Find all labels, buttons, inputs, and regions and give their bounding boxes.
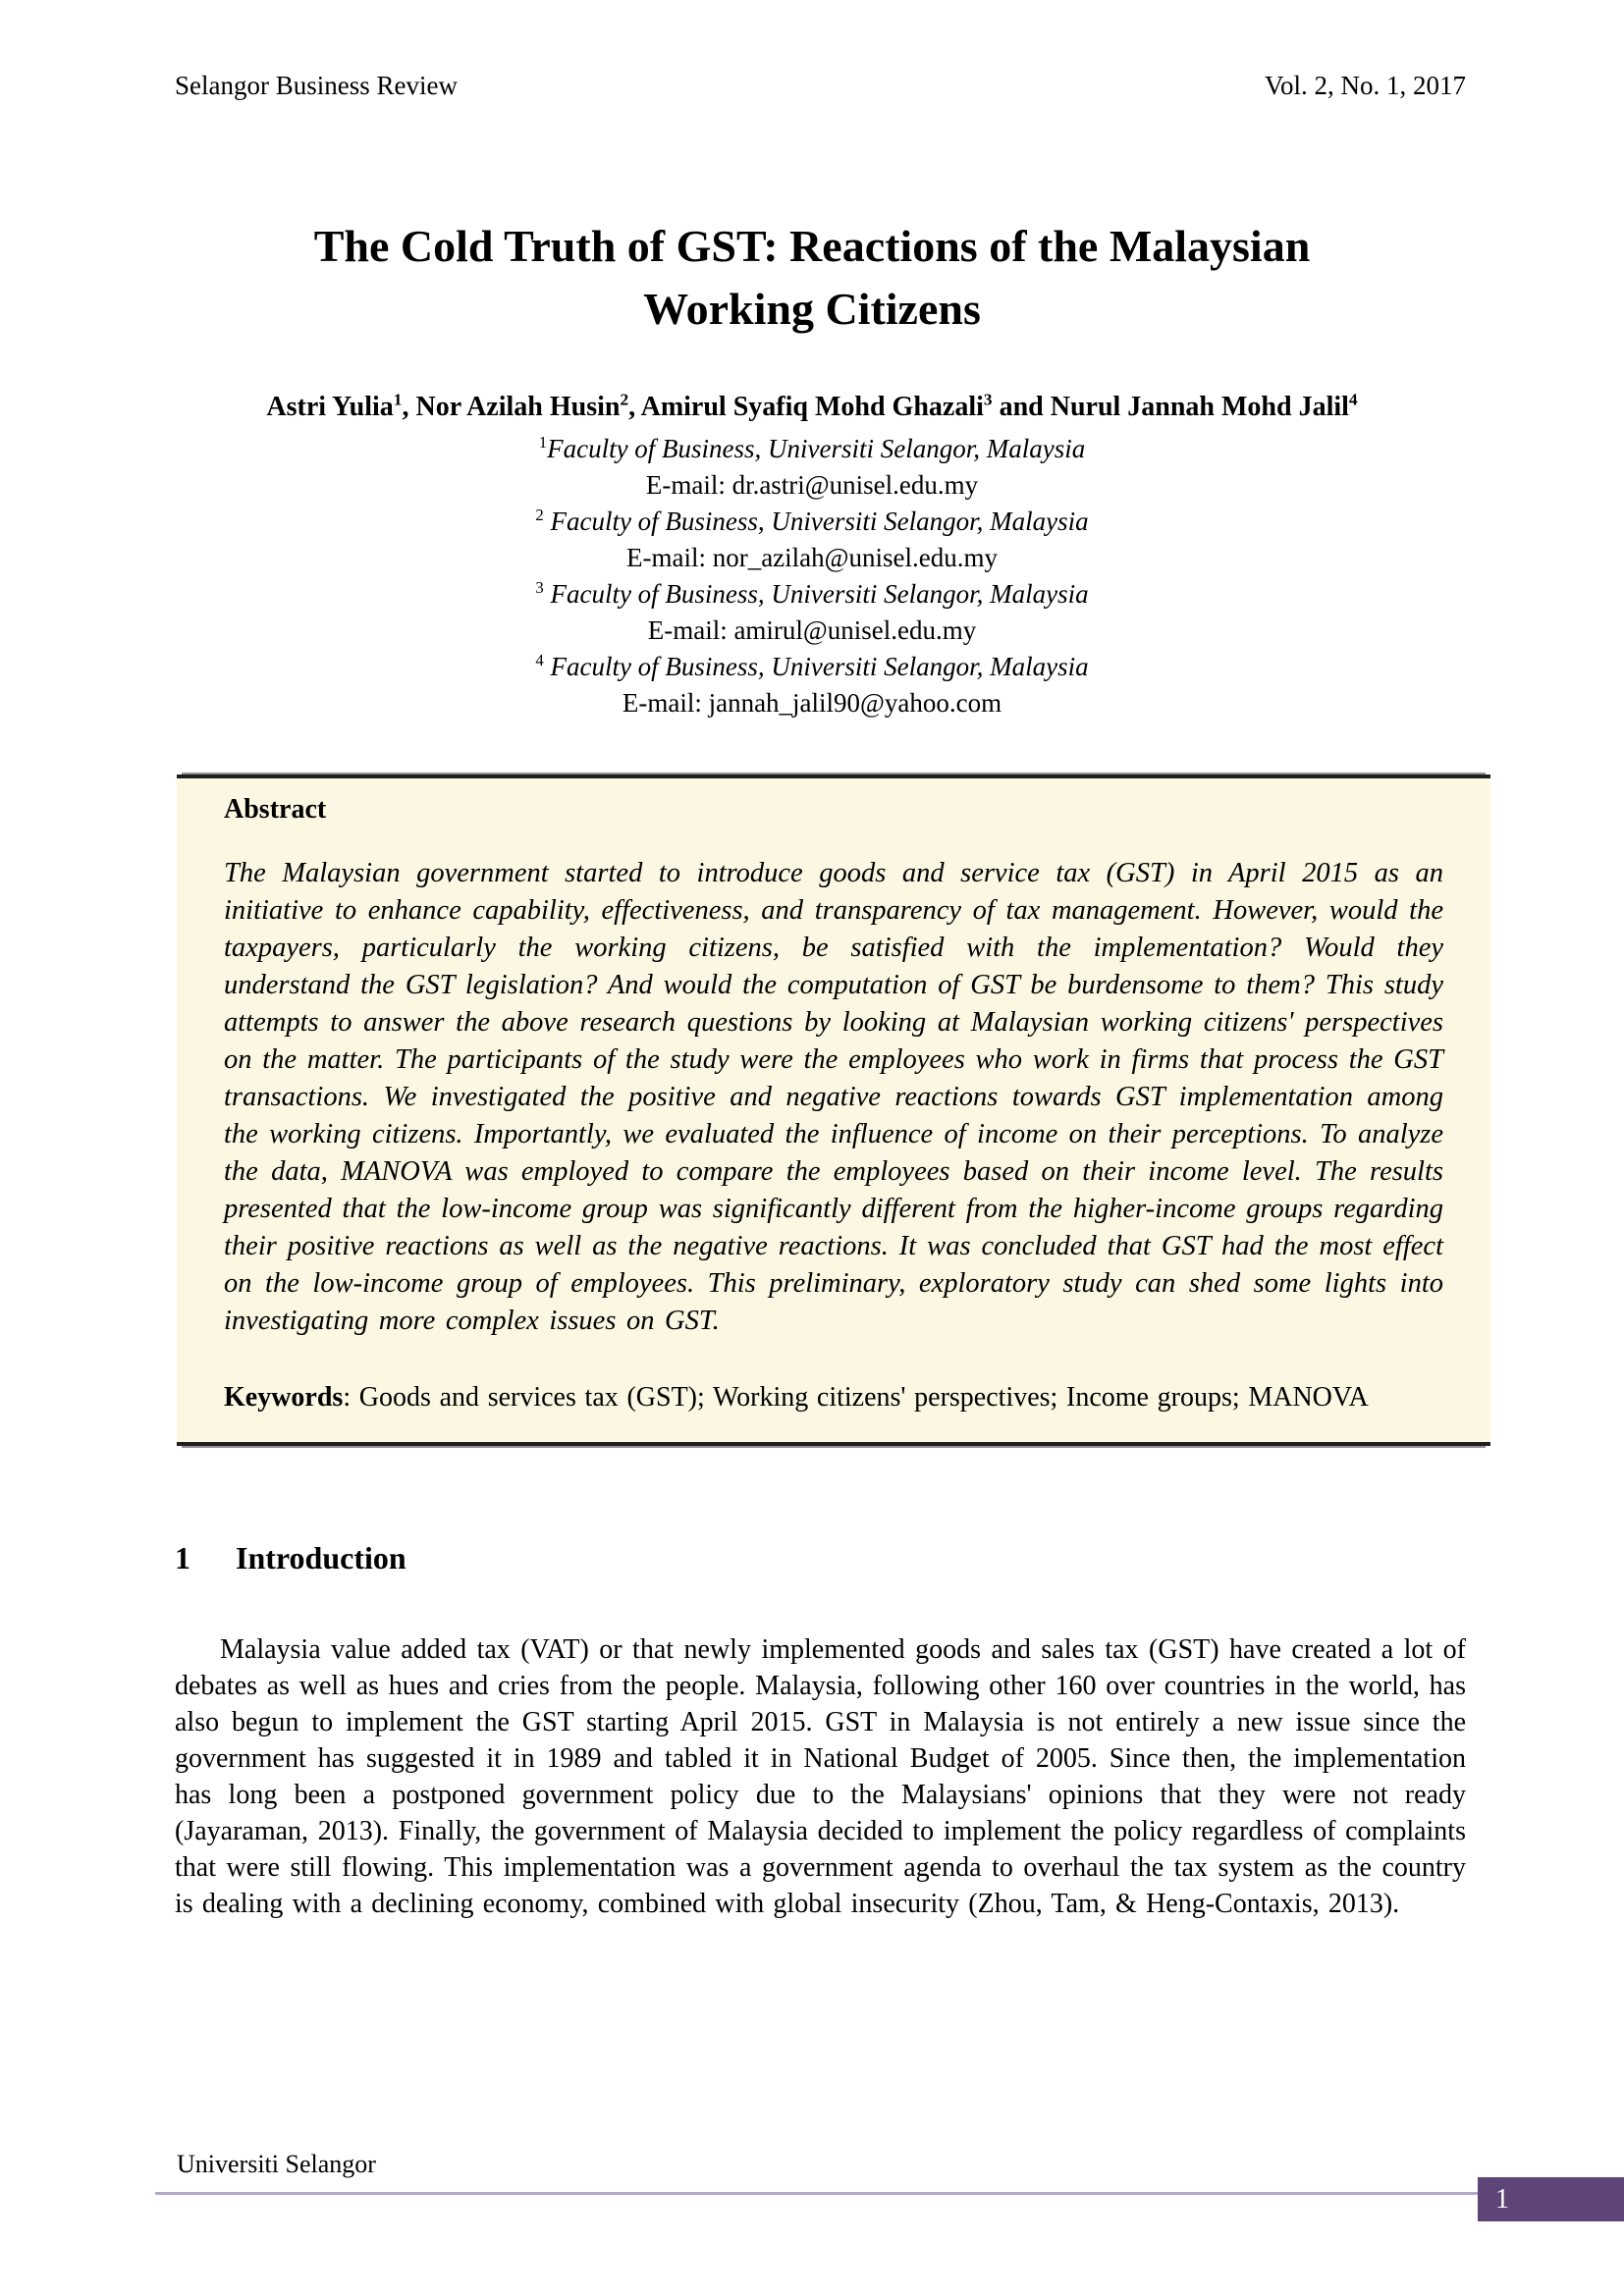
keywords-line xyxy=(224,1379,1443,1416)
keywords-label: Keywords xyxy=(224,1382,344,1413)
keywords-text: Goods and services tax (GST); Working citizens' perspectives; Income groups; MANOVA xyxy=(358,1382,1369,1413)
author-name-2: Nor Azilah Husin xyxy=(415,392,621,422)
affiliation-line-3 xyxy=(0,576,1624,613)
affiliation-sup-1: 1 xyxy=(538,433,548,452)
author-line xyxy=(0,392,1624,423)
email-line-3: E-mail: amirul@unisel.edu.my xyxy=(647,615,977,645)
paper-title: The Cold Truth of GST: Reactions of the Malaysian Working Citizens xyxy=(313,221,1311,334)
section-number: 1 xyxy=(175,1540,190,1575)
page-header xyxy=(175,0,1466,101)
author-sup-3: 3 xyxy=(983,390,993,409)
affiliation-sup-4: 4 xyxy=(535,651,544,669)
affiliation-line-1 xyxy=(0,431,1624,467)
affiliation-sup-3: 3 xyxy=(535,578,544,597)
author-separator: and xyxy=(992,392,1051,422)
author-sup-4: 4 xyxy=(1348,390,1358,409)
author-sup-1: 1 xyxy=(393,390,403,409)
footer-affiliation: Universiti Selangor xyxy=(177,2150,376,2178)
author-separator: , xyxy=(402,392,416,422)
author-sup-2: 2 xyxy=(620,390,629,409)
author-name-1: Astri Yulia xyxy=(266,392,394,422)
abstract-box xyxy=(177,774,1490,1446)
author-name-3: Amirul Syafiq Mohd Ghazali xyxy=(640,392,984,422)
email-line-1: E-mail: dr.astri@unisel.edu.my xyxy=(645,470,979,500)
issue-info: Vol. 2, No. 1, 2017 xyxy=(1264,71,1466,100)
affiliation-text-2: Faculty of Business, Universiti Selangor, Malaysia xyxy=(543,507,1089,536)
page-number: 1 xyxy=(1495,2183,1509,2215)
abstract-heading: Abstract xyxy=(224,794,327,825)
affiliation-text-4: Faculty of Business, Universiti Selangor, Malaysia xyxy=(543,652,1089,681)
section-title: Introduction xyxy=(236,1540,406,1575)
journal-name: Selangor Business Review xyxy=(175,71,458,100)
affiliation-sup-2: 2 xyxy=(535,506,544,524)
affiliation-text-1: Faculty of Business, Universiti Selangor, Malaysia xyxy=(547,434,1086,463)
footer-rule xyxy=(155,2192,1478,2195)
keywords-separator: : xyxy=(343,1382,359,1413)
affiliation-text-3: Faculty of Business, Universiti Selangor, Malaysia xyxy=(543,579,1089,609)
email-line-4: E-mail: jannah_jalil90@yahoo.com xyxy=(622,688,1002,718)
abstract-text: The Malaysian government started to introduce goods and service tax (GST) in April 2015 as an initiative to enhance capability, effectiveness, and transparency of tax management. However, would the taxpayers, particularly the working citizens, be satisfied with the implementation? Would they understand the GST legislation? And would the computation of GST be burdensome to them? This study attempts to answer the above research questions by looking at Malaysian working citizens' perspectives on the matter. The participants of the study were the employees who work in firms that process the GST transactions. We investigated the positive and negative reactions towards GST implementation among the working citizens. Importantly, we evaluated the influence of income on their perceptions. To analyze the data, MANOVA was employed to compare the employees based on their income level. The results presented that the low-income group was significantly different from the higher-income groups regarding their positive reactions as well as the negative reactions. It was concluded that GST had the most effect on the low-income group of employees. This preliminary, exploratory study can shed some lights into investigating more complex issues on GST. xyxy=(224,858,1443,1336)
affiliation-line-2 xyxy=(0,504,1624,540)
author-name-4: Nurul Jannah Mohd Jalil xyxy=(1050,392,1349,422)
section-heading xyxy=(175,1540,1466,1576)
author-separator: , xyxy=(628,392,641,422)
email-line-2: E-mail: nor_azilah@unisel.edu.my xyxy=(625,543,998,572)
affiliation-line-4 xyxy=(0,649,1624,685)
affiliations-block xyxy=(0,431,1624,721)
intro-paragraph: Malaysia value added tax (VAT) or that newly implemented goods and sales tax (GST) have created a lot of debates as well as hues and cries from the people. Malaysia, following other 160 over countries in the world, has also begun to implement the GST starting April 2015. GST in Malaysia is not entirely a new issue since the government has suggested it in 1989 and tabled it in National Budget of 2005. Since then, the implementation has long been a postponed government policy due to the Malaysians' opinions that they were not ready (Jayaraman, 2013). Finally, the government of Malaysia decided to implement the policy regardless of complaints that were still flowing. This implementation was a government agenda to overhaul the tax system as the country is dealing with a declining economy, combined with global insecurity (Zhou, Tam, & Heng-Contaxis, 2013). xyxy=(175,1634,1466,1919)
page-number-box xyxy=(1478,2177,1624,2221)
